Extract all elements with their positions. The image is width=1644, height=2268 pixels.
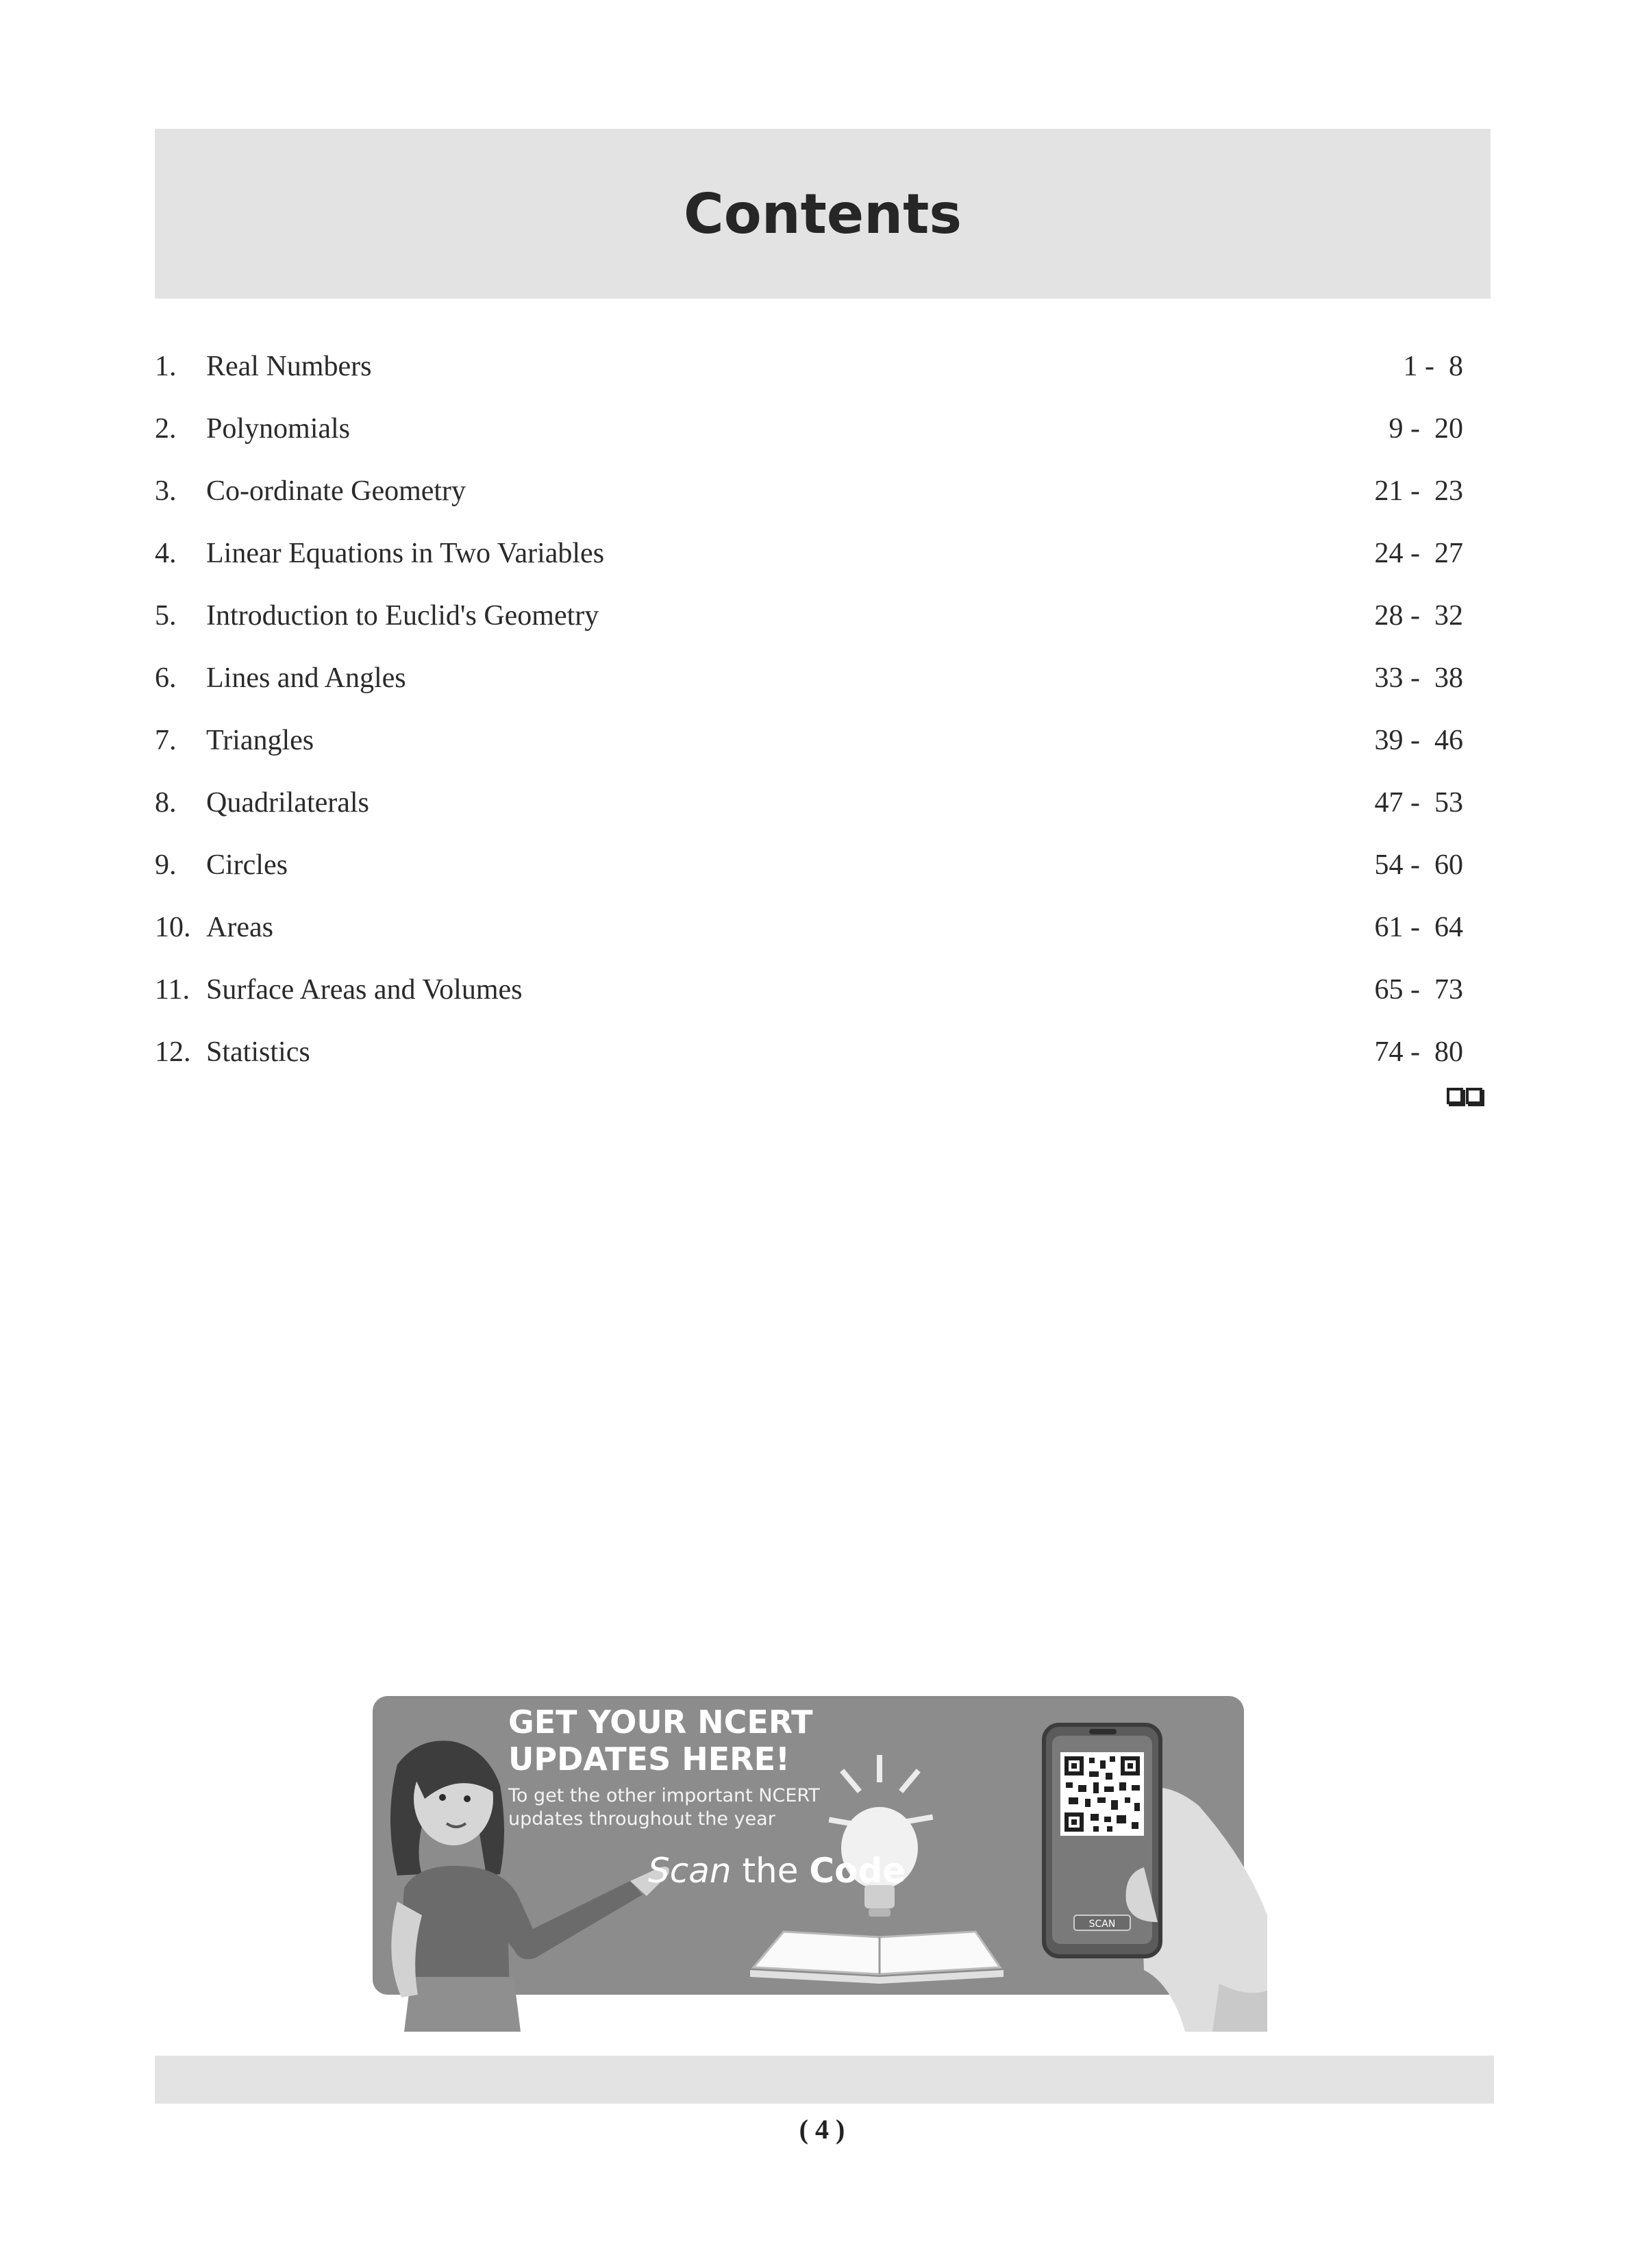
toc-row[interactable] bbox=[155, 1021, 1491, 1084]
toc-chapter-title: Quadrilaterals bbox=[206, 787, 369, 819]
toc-row[interactable] bbox=[155, 897, 1491, 959]
cta-scan: Scan bbox=[648, 1851, 732, 1891]
square-icon bbox=[1447, 1088, 1463, 1104]
square-icon bbox=[1466, 1088, 1482, 1104]
toc-page-range: 65 - 73 bbox=[1374, 974, 1463, 1006]
lightbulb-icon bbox=[829, 1755, 934, 1917]
toc-chapter-title: Co-ordinate Geometry bbox=[206, 475, 466, 507]
toc-number: 9. bbox=[155, 849, 177, 881]
scan-button-label: SCAN bbox=[1088, 1919, 1116, 1930]
toc-row[interactable] bbox=[155, 398, 1491, 460]
toc-chapter-title: Real Numbers bbox=[206, 351, 372, 382]
toc-chapter-title: Surface Areas and Volumes bbox=[206, 974, 523, 1006]
toc-row[interactable] bbox=[155, 772, 1491, 834]
toc-page-range: 33 - 38 bbox=[1374, 662, 1463, 694]
toc-page-range: 54 - 60 bbox=[1374, 849, 1463, 881]
page-title: Contents bbox=[684, 182, 962, 246]
toc-number: 2. bbox=[155, 413, 177, 445]
toc-number: 1. bbox=[155, 351, 177, 382]
toc-page-range: 9 - 20 bbox=[1388, 413, 1463, 445]
toc-number: 3. bbox=[155, 475, 177, 507]
toc-chapter-title: Areas bbox=[206, 912, 273, 943]
end-of-section-mark bbox=[1447, 1088, 1482, 1104]
phone-icon bbox=[1044, 1725, 1267, 2032]
table-of-contents bbox=[155, 336, 1491, 1084]
footer-band bbox=[155, 2056, 1494, 2104]
cta-the: the bbox=[731, 1851, 810, 1891]
toc-row[interactable] bbox=[155, 460, 1491, 523]
toc-row[interactable] bbox=[155, 710, 1491, 772]
toc-row[interactable] bbox=[155, 336, 1491, 398]
toc-row[interactable] bbox=[155, 959, 1491, 1021]
toc-page-range: 24 - 27 bbox=[1374, 538, 1463, 569]
toc-page-range: 39 - 46 bbox=[1374, 725, 1463, 756]
toc-chapter-title: Triangles bbox=[206, 725, 314, 756]
toc-row[interactable] bbox=[155, 647, 1491, 710]
toc-number: 4. bbox=[155, 538, 177, 569]
toc-number: 8. bbox=[155, 787, 177, 819]
banner-subtext: To get the other important NCERT updates throughout the year bbox=[508, 1785, 820, 1830]
toc-number: 12. bbox=[155, 1036, 191, 1068]
toc-chapter-title: Linear Equations in Two Variables bbox=[206, 538, 605, 569]
toc-page-range: 21 - 23 bbox=[1374, 475, 1463, 507]
toc-row[interactable] bbox=[155, 523, 1491, 585]
banner-headline: GET YOUR NCERT UPDATES HERE! bbox=[508, 1704, 813, 1778]
toc-chapter-title: Lines and Angles bbox=[206, 662, 406, 694]
cta-code: Code bbox=[809, 1851, 906, 1891]
book-icon bbox=[750, 1932, 1004, 1984]
toc-row[interactable] bbox=[155, 834, 1491, 897]
toc-number: 5. bbox=[155, 600, 177, 632]
page-number: ( 4 ) bbox=[799, 2114, 845, 2145]
scan-the-code-cta[interactable] bbox=[648, 1851, 906, 1891]
toc-number: 11. bbox=[155, 974, 190, 1006]
title-band bbox=[155, 129, 1491, 299]
toc-number: 7. bbox=[155, 725, 177, 756]
toc-chapter-title: Polynomials bbox=[206, 413, 351, 445]
toc-row[interactable] bbox=[155, 585, 1491, 647]
toc-page-range: 1 - 8 bbox=[1403, 351, 1463, 382]
toc-number: 10. bbox=[155, 912, 191, 943]
toc-page-range: 47 - 53 bbox=[1374, 787, 1463, 819]
toc-page-range: 74 - 80 bbox=[1374, 1036, 1463, 1068]
toc-page-range: 61 - 64 bbox=[1374, 912, 1463, 943]
toc-number: 6. bbox=[155, 662, 177, 694]
toc-chapter-title: Statistics bbox=[206, 1036, 310, 1068]
toc-chapter-title: Circles bbox=[206, 849, 288, 881]
toc-page-range: 28 - 32 bbox=[1374, 600, 1463, 632]
toc-chapter-title: Introduction to Euclid's Geometry bbox=[206, 600, 599, 632]
